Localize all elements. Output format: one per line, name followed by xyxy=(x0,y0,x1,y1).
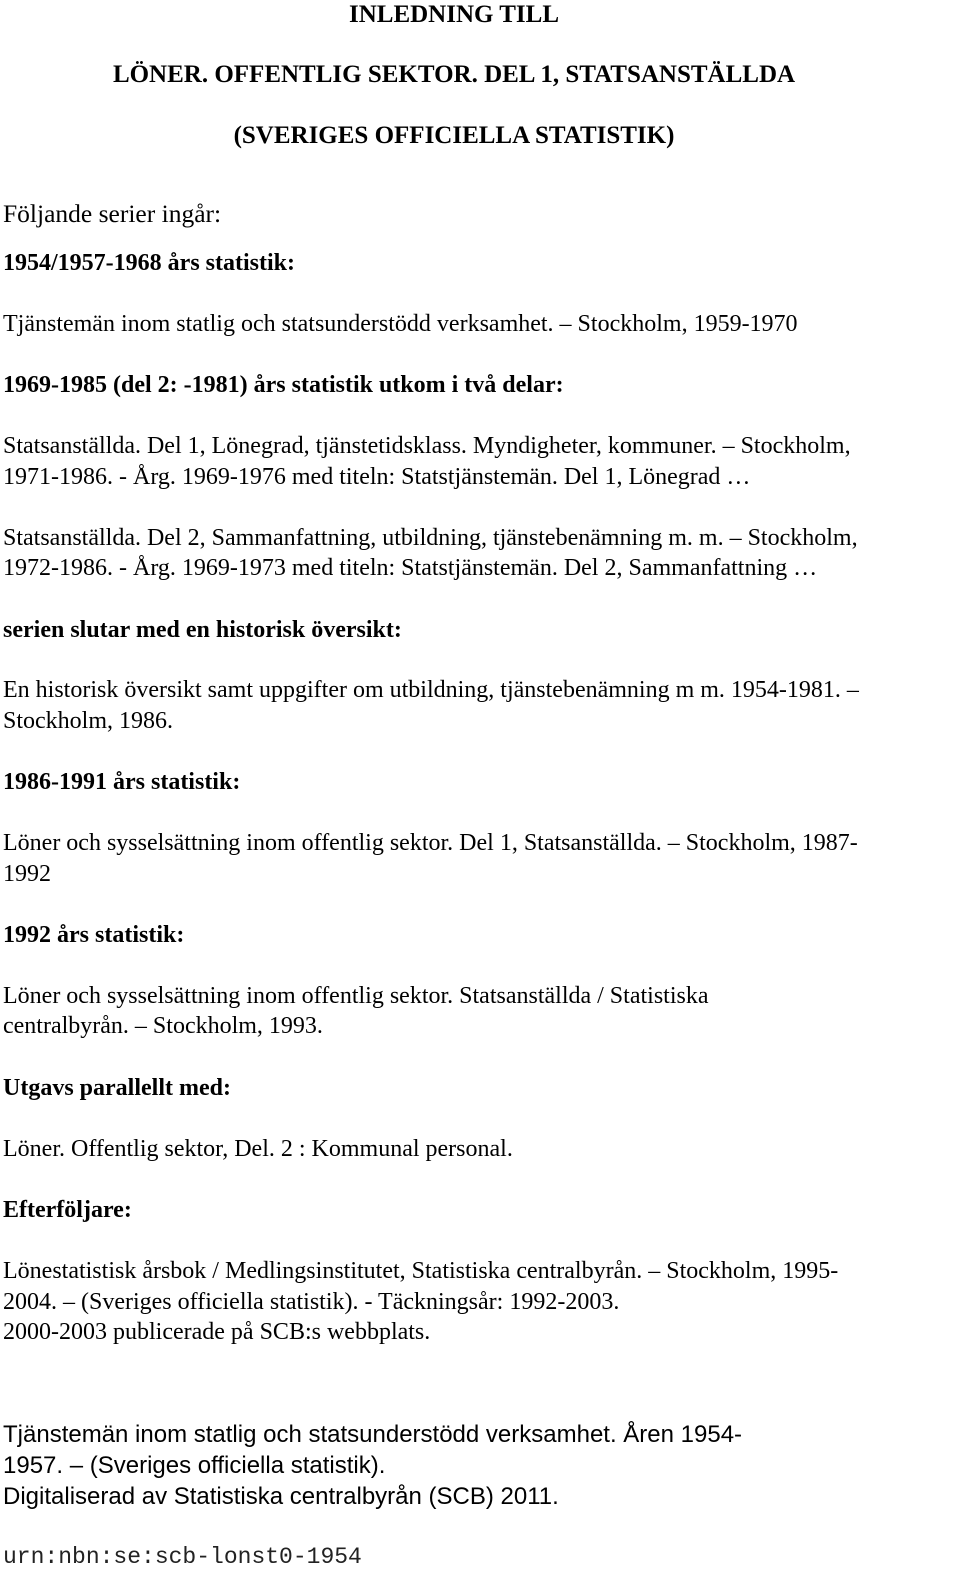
section-text: Löner och sysselsättning inom offentlig sektor. Del 1, Statsanställda. – Stockholm, 1987- xyxy=(3,830,858,856)
footer-digitized-note: Digitaliserad av Statistiska centralbyrån (SCB) 2011. xyxy=(3,1483,559,1510)
section-text: 2004. – (Sveriges officiella statistik). - Täckningsår: 1992-2003. xyxy=(3,1289,620,1315)
section-text: Statsanställda. Del 1, Lönegrad, tjänstetidsklass. Myndigheter, kommuner. – Stockholm, xyxy=(3,433,851,459)
section-heading: 1992 års statistik: xyxy=(3,922,185,948)
section-text: 1971-1986. - Årg. 1969-1976 med titeln: Statstjänstemän. Del 1, Lönegrad … xyxy=(3,464,751,490)
section-text: 1972-1986. - Årg. 1969-1973 med titeln: Statstjänstemän. Del 2, Sammanfattning … xyxy=(3,555,818,581)
section-text: centralbyrån. – Stockholm, 1993. xyxy=(3,1013,323,1039)
section-text: Löner och sysselsättning inom offentlig sektor. Statsanställda / Statistiska xyxy=(3,983,709,1009)
intro-text: Följande serier ingår: xyxy=(3,199,222,228)
section-heading: 1986-1991 års statistik: xyxy=(3,769,241,795)
title-line-2: LÖNER. OFFENTLIG SEKTOR. DEL 1, STATSANSTÄLLDA xyxy=(112,61,796,88)
section-heading: 1969-1985 (del 2: -1981) års statistik utkom i två delar: xyxy=(3,372,564,398)
section-text: 1992 xyxy=(3,861,51,887)
title-line-3: (SVERIGES OFFICIELLA STATISTIK) xyxy=(233,122,675,149)
section-heading: Utgavs parallellt med: xyxy=(3,1075,231,1101)
title-line-1: INLEDNING TILL xyxy=(348,1,560,28)
footer-text: 1957. – (Sveriges officiella statistik). xyxy=(3,1452,386,1479)
footer-text: Tjänstemän inom statlig och statsunderstödd verksamhet. Åren 1954- xyxy=(3,1421,743,1448)
section-text: Lönestatistisk årsbok / Medlingsinstitutet, Statistiska centralbyrån. – Stockholm, 1995- xyxy=(3,1258,839,1284)
section-text: 2000-2003 publicerade på SCB:s webbplats. xyxy=(3,1319,431,1345)
section-text: Stockholm, 1986. xyxy=(3,708,174,734)
section-text: Tjänstemän inom statlig och statsunderstödd verksamhet. – Stockholm, 1959-1970 xyxy=(3,311,798,337)
section-text: Löner. Offentlig sektor, Del. 2 : Kommunal personal. xyxy=(3,1136,513,1162)
urn-identifier: urn:nbn:se:scb-lonst0-1954 xyxy=(3,1544,362,1570)
section-text: En historisk översikt samt uppgifter om utbildning, tjänstebenämning m m. 1954-1981. – xyxy=(3,677,859,703)
section-heading: Efterföljare: xyxy=(3,1197,132,1223)
section-text: Statsanställda. Del 2, Sammanfattning, utbildning, tjänstebenämning m. m. – Stockholm, xyxy=(3,525,858,551)
section-heading: serien slutar med en historisk översikt: xyxy=(3,617,402,643)
section-heading: 1954/1957-1968 års statistik: xyxy=(3,250,295,276)
